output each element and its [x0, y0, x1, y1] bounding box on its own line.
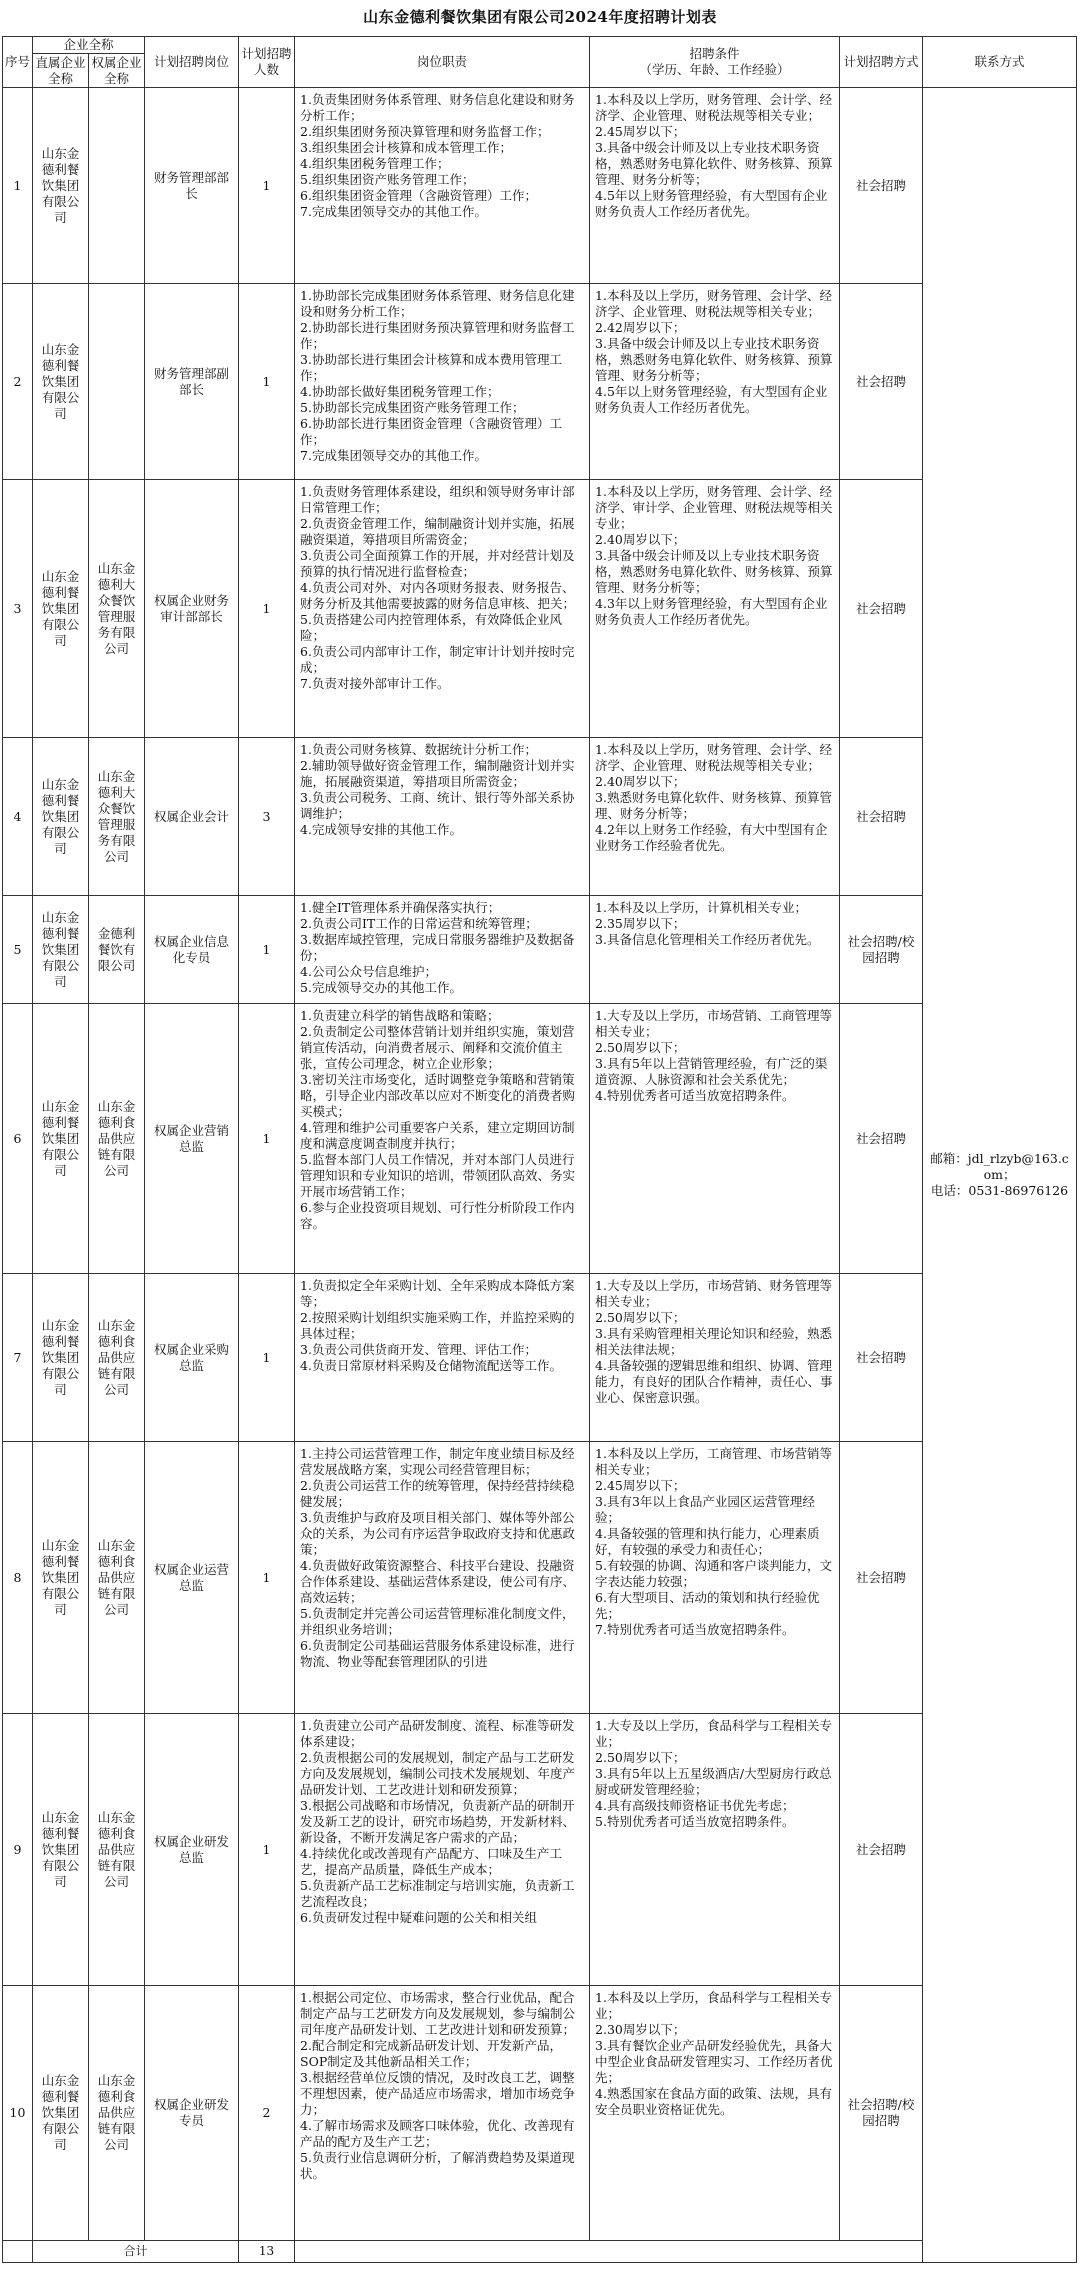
- cell-direct-company: 山东金德利餐饮集团有限公司: [33, 1274, 89, 1442]
- requirement-item: 3.具有采购管理相关理论知识和经验，熟悉相关法律法规；: [595, 1326, 832, 1357]
- duty-item: 7.完成集团领导交办的其他工作。: [300, 204, 487, 219]
- requirement-item: 4.具备较强的管理和执行能力，心理素质好，有较强的承受力和责任心；: [595, 1526, 820, 1557]
- duty-item: 4.负责做好政策资源整合、科技平台建设、投融资合作体系建设、基础运营体系建设，使公司有序、高效运转；: [300, 1558, 576, 1605]
- duty-item: 1.协助部长完成集团财务体系管理、财务信息化建设和财务分析工作；: [300, 288, 575, 319]
- cell-sub-company: [89, 88, 145, 284]
- cell-position: 权属企业运营总监: [145, 1442, 239, 1714]
- duty-item: 4.组织集团税务管理工作；: [300, 156, 450, 171]
- duty-item: 2.负责公司运营工作的统筹管理，保持经营持续稳健发展；: [300, 1478, 575, 1509]
- cell-seq: 4: [3, 738, 33, 896]
- cell-method: 社会招聘: [840, 1714, 923, 1986]
- requirement-item: 1.大专及以上学历，食品科学与工程相关专业；: [595, 1718, 832, 1749]
- requirement-item: 2.50周岁以下；: [595, 1040, 686, 1055]
- cell-position: 权属企业研发总监: [145, 1714, 239, 1986]
- cell-position: 权属企业会计: [145, 738, 239, 896]
- cell-count: 1: [239, 1714, 295, 1986]
- cell-direct-company: 山东金德利餐饮集团有限公司: [33, 1442, 89, 1714]
- cell-count: 1: [239, 284, 295, 480]
- requirement-item: 3.具备中级会计师及以上专业技术职务资格，熟悉财务电算化软件、财务核算、预算管理、财务分析等；: [595, 336, 833, 383]
- page-title: 山东金德利餐饮集团有限公司2024年度招聘计划表: [363, 8, 717, 26]
- table-row: [3, 1442, 1077, 1714]
- cell-count: 3: [239, 738, 295, 896]
- duty-item: 3.组织集团会计核算和成本管理工作；: [300, 140, 512, 155]
- requirement-item: 6.有大型项目、活动的策划和执行经验优先；: [595, 1590, 820, 1621]
- cell-requirements: [590, 738, 840, 896]
- cell-seq: 7: [3, 1274, 33, 1442]
- cell-position: 权属企业营销总监: [145, 1004, 239, 1274]
- requirement-item: 2.45周岁以下；: [595, 1478, 686, 1493]
- cell-seq: 8: [3, 1442, 33, 1714]
- cell-seq: 6: [3, 1004, 33, 1274]
- cell-direct-company: 山东金德利餐饮集团有限公司: [33, 284, 89, 480]
- duty-item: 1.负责建立科学的销售战略和策略；: [300, 1008, 500, 1023]
- requirement-item: 3.具备信息化管理相关工作经历者优先。: [595, 932, 820, 947]
- cell-sub-company: 山东金德利食品供应链有限公司: [89, 1714, 145, 1986]
- duty-item: 3.协助部长进行集团会计核算和成本费用管理工作；: [300, 352, 562, 383]
- cell-direct-company: 山东金德利餐饮集团有限公司: [33, 738, 89, 896]
- header-seq: 序号: [3, 37, 33, 88]
- requirement-item: 5.有较强的协调、沟通和客户谈判能力，文字表达能力较强；: [595, 1558, 832, 1589]
- cell-method: 社会招聘/校园招聘: [840, 1986, 923, 2241]
- duty-item: 4.完成领导安排的其他工作。: [300, 822, 462, 837]
- requirement-item: 5.特别优秀者可适当放宽招聘条件。: [595, 1814, 795, 1829]
- cell-direct-company: 山东金德利餐饮集团有限公司: [33, 896, 89, 1004]
- cell-position: 权属企业研发专员: [145, 1986, 239, 2241]
- requirement-item: 1.本科及以上学历，食品科学与工程相关专业；: [595, 1990, 832, 2021]
- header-requirements: 招聘条件 （学历、年龄、工作经验）: [590, 37, 840, 88]
- header-contact: 联系方式: [923, 37, 1077, 88]
- table-row: [3, 896, 1077, 1004]
- cell-duties: [295, 480, 590, 738]
- cell-count: 1: [239, 88, 295, 284]
- header-duties: 岗位职责: [295, 37, 590, 88]
- cell-direct-company: 山东金德利餐饮集团有限公司: [33, 1004, 89, 1274]
- requirement-item: 2.42周岁以下；: [595, 320, 686, 335]
- cell-sub-company: 山东金德利食品供应链有限公司: [89, 1442, 145, 1714]
- cell-method: 社会招聘/校园招聘: [840, 896, 923, 1004]
- cell-requirements: [590, 1004, 840, 1274]
- requirement-item: 2.30周岁以下；: [595, 2022, 686, 2037]
- duty-item: 1.根据公司定位、市场需求，整合行业优品，配合制定产品与工艺研发方向及发展规划，参与编制公司年度产品研发计划、工艺改进计划和研发预算；: [300, 1990, 576, 2037]
- duty-item: 2.负责根据公司的发展规划，制定产品与工艺研发方向及发展规划，编制公司技术发展规划、年度产品研发计划、工艺改进计划和研发预算；: [300, 1750, 576, 1797]
- duty-item: 2.按照采购计划组织实施采购工作，并监控采购的具体过程；: [300, 1310, 575, 1341]
- cell-position: 财务管理部部长: [145, 88, 239, 284]
- duty-item: 5.负责新产品工艺标准制定与培训实施，负责新工艺流程改良；: [300, 1878, 575, 1909]
- cell-position: 权属企业财务审计部部长: [145, 480, 239, 738]
- duty-item: 2.配合制定和完成新品研发计划、开发新产品，SOP制定及其他新品相关工作；: [300, 2038, 562, 2069]
- header-count: 计划招聘人数: [239, 37, 295, 88]
- duty-item: 3.负责公司税务、工商、统计、银行等外部关系协调维护；: [300, 790, 575, 821]
- header-direct: 直属企业全称: [33, 54, 89, 88]
- requirement-item: 2.45周岁以下；: [595, 124, 686, 139]
- duty-item: 1.负责拟定全年采购计划、全年采购成本降低方案等；: [300, 1278, 575, 1309]
- requirement-item: 7.特别优秀者可适当放宽招聘条件。: [595, 1622, 795, 1637]
- cell-requirements: [590, 896, 840, 1004]
- cell-duties: [295, 1442, 590, 1714]
- duty-item: 1.负责建立公司产品研发制度、流程、标准等研发体系建设；: [300, 1718, 575, 1749]
- duty-item: 5.负责搭建公司内控管理体系，有效降低企业风险；: [300, 612, 562, 643]
- duty-item: 6.参与企业投资项目规划、可行性分析阶段工作内容。: [300, 1200, 575, 1231]
- cell-requirements: [590, 1274, 840, 1442]
- duty-item: 5.负责行业信息调研分析，了解消费趋势及渠道现状。: [300, 2150, 575, 2181]
- cell-count: 2: [239, 1986, 295, 2241]
- duty-item: 4.公司公众号信息维护；: [300, 964, 437, 979]
- header-position: 计划招聘岗位: [145, 37, 239, 88]
- cell-method: 社会招聘: [840, 1442, 923, 1714]
- cell-duties: [295, 896, 590, 1004]
- cell-method: 社会招聘: [840, 738, 923, 896]
- duty-item: 6.负责研发过程中疑难问题的公关和相关组: [300, 1910, 537, 1925]
- requirement-item: 2.40周岁以下；: [595, 532, 686, 547]
- requirement-item: 4.特别优秀者可适当放宽招聘条件。: [595, 1088, 795, 1103]
- table-row: [3, 1004, 1077, 1274]
- requirement-item: 3.具有3年以上食品产业园区运营管理经验；: [595, 1494, 815, 1525]
- table-row: [3, 284, 1077, 480]
- cell-direct-company: 山东金德利餐饮集团有限公司: [33, 1986, 89, 2241]
- requirement-item: 1.本科及以上学历，财务管理、会计学、经济学、企业管理、财税法规等相关专业；: [595, 92, 832, 123]
- total-label: 合计: [33, 2241, 239, 2263]
- cell-duties: [295, 738, 590, 896]
- duty-item: 5.负责制定并完善公司运营管理标准化制度文件，并组织业务培训；: [300, 1606, 575, 1637]
- total-row: [3, 2241, 1077, 2263]
- duty-item: 1.负责公司财务核算、数据统计分析工作；: [300, 742, 537, 757]
- requirement-item: 1.本科及以上学历，财务管理、会计学、经济学、企业管理、财税法规等相关专业；: [595, 288, 832, 319]
- requirement-item: 1.本科及以上学历，工商管理、市场营销等相关专业；: [595, 1446, 832, 1477]
- cell-count: 1: [239, 1274, 295, 1442]
- table-row: [3, 738, 1077, 896]
- header-method: 计划招聘方式: [840, 37, 923, 88]
- duty-item: 4.了解市场需求及顾客口味体验，优化、改善现有产品的配方及生产工艺；: [300, 2118, 575, 2149]
- cell-direct-company: 山东金德利餐饮集团有限公司: [33, 480, 89, 738]
- cell-count: 1: [239, 1442, 295, 1714]
- cell-duties: [295, 284, 590, 480]
- cell-direct-company: 山东金德利餐饮集团有限公司: [33, 1714, 89, 1986]
- header-company: 企业全称: [33, 37, 145, 54]
- duty-item: 3.负责公司全面预算工作的开展，并对经营计划及预算的执行情况进行监督检查；: [300, 548, 575, 579]
- duty-item: 2.负责公司IT工作的日常运营和统筹管理；: [300, 916, 538, 931]
- cell-sub-company: 山东金德利大众餐饮管理服务有限公司: [89, 738, 145, 896]
- duty-item: 1.主持公司运营管理工作，制定年度业绩目标及经营发展战略方案，实现公司经营管理目标；: [300, 1446, 575, 1477]
- duty-item: 2.负责资金管理工作，编制融资计划并实施，拓展融资渠道，筹措项目所需资金；: [300, 516, 575, 547]
- cell-duties: [295, 1274, 590, 1442]
- cell-requirements: [590, 1714, 840, 1986]
- total-value: 13: [239, 2241, 295, 2263]
- duty-item: 3.数据库域控管理，完成日常服务器维护及数据备份；: [300, 932, 575, 963]
- requirement-item: 4.具有高级技师资格证书优先考虑；: [595, 1798, 795, 1813]
- requirement-item: 4.熟悉国家在食品方面的政策、法规，具有安全员职业资格证优先。: [595, 2086, 832, 2117]
- cell-seq: 3: [3, 480, 33, 738]
- duty-item: 5.组织集团资产账务管理工作；: [300, 172, 475, 187]
- requirement-item: 1.大专及以上学历，市场营销、财务管理等相关专业；: [595, 1278, 832, 1309]
- total-blank: [3, 2241, 33, 2263]
- cell-sub-company: 山东金德利大众餐饮管理服务有限公司: [89, 480, 145, 738]
- cell-seq: 1: [3, 88, 33, 284]
- cell-duties: [295, 1986, 590, 2241]
- requirement-item: 3.具有5年以上五星级酒店/大型厨房行政总厨或研发管理经验；: [595, 1766, 832, 1797]
- cell-requirements: [590, 1986, 840, 2241]
- cell-requirements: [590, 1442, 840, 1714]
- table-row: [3, 88, 1077, 284]
- duty-item: 3.根据公司战略和市场情况，负责新产品的研制开发及新工艺的设计，研究市场趋势，开发新材料、新设备，不断开发满足客户需求的产品；: [300, 1798, 576, 1845]
- duty-item: 2.组织集团财务预决算管理和财务监督工作；: [300, 124, 550, 139]
- duty-item: 6.负责制定公司基础运营服务体系建设标准，进行物流、物业等配套管理团队的引进: [300, 1638, 575, 1669]
- duty-item: 4.持续优化或改善现有产品配方、口味及生产工艺，提高产品质量，降低生产成本；: [300, 1846, 562, 1877]
- duty-item: 1.负责财务管理体系建设，组织和领导财务审计部日常管理工作；: [300, 484, 575, 515]
- cell-method: 社会招聘: [840, 1274, 923, 1442]
- requirement-item: 3.具有5年以上营销管理经验，有广泛的渠道资源、人脉资源和社会关系优先；: [595, 1056, 828, 1087]
- requirement-item: 4.2年以上财务工作经验，有大中型国有企业财务工作经验者优先。: [595, 822, 828, 853]
- cell-position: 权属企业采购总监: [145, 1274, 239, 1442]
- duty-item: 6.负责公司内部审计工作，制定审计计划并按时完成；: [300, 644, 575, 675]
- duty-item: 5.完成领导交办的其他工作。: [300, 980, 462, 995]
- cell-duties: [295, 1004, 590, 1274]
- requirement-item: 1.本科及以上学历，财务管理、会计学、经济学、企业管理、财税法规等相关专业；: [595, 742, 832, 773]
- requirement-item: 3.具有餐饮企业产品研发经验优先，具备大中型企业食品研发管理实习、工作经历者优先；: [595, 2038, 833, 2085]
- cell-sub-company: 金德利餐饮有限公司: [89, 896, 145, 1004]
- duty-item: 4.负责公司对外、对内各项财务报表、财务报告、财务分析及其他需要披露的财务信息审核、把关；: [300, 580, 576, 611]
- requirement-item: 1.本科及以上学历，财务管理、会计学、经济学、审计学、企业管理、财税法规等相关专业；: [595, 484, 833, 531]
- cell-position: 财务管理部副部长: [145, 284, 239, 480]
- requirement-item: 2.50周岁以下；: [595, 1310, 686, 1325]
- requirement-item: 4.5年以上财务管理经验，有大型国有企业财务负责人工作经历者优先。: [595, 188, 828, 219]
- duty-item: 2.协助部长进行集团财务预决算管理和财务监督工作；: [300, 320, 575, 351]
- duty-item: 3.负责公司供货商开发、管理、评估工作；: [300, 1342, 537, 1357]
- requirement-item: 4.具备较强的逻辑思维和组织、协调、管理能力，有良好的团队合作精神，责任心、事业心、保密意识强。: [595, 1358, 833, 1405]
- cell-direct-company: 山东金德利餐饮集团有限公司: [33, 88, 89, 284]
- table-row: [3, 1986, 1077, 2241]
- requirement-item: 4.3年以上财务管理经验，有大型国有企业财务负责人工作经历者优先。: [595, 596, 828, 627]
- cell-sub-company: 山东金德利食品供应链有限公司: [89, 1274, 145, 1442]
- cell-seq: 10: [3, 1986, 33, 2241]
- cell-sub-company: [89, 284, 145, 480]
- cell-seq: 5: [3, 896, 33, 1004]
- duty-item: 5.监督本部门人员工作情况，并对本部门人员进行管理知识和专业知识的培训，带领团队高效、务实开展市场营销工作；: [300, 1152, 576, 1199]
- duty-item: 7.负责对接外部审计工作。: [300, 676, 450, 691]
- duty-item: 4.管理和维护公司重要客户关系，建立定期回访制度和满意度调查制度并执行；: [300, 1120, 575, 1151]
- cell-seq: 2: [3, 284, 33, 480]
- cell-requirements: [590, 284, 840, 480]
- cell-position: 权属企业信息化专员: [145, 896, 239, 1004]
- cell-method: 社会招聘: [840, 480, 923, 738]
- cell-method: 社会招聘: [840, 284, 923, 480]
- requirement-item: 3.具备中级会计师及以上专业技术职务资格，熟悉财务电算化软件、财务核算、预算管理、财务分析等；: [595, 548, 833, 595]
- duty-item: 2.辅助领导做好资金管理工作，编制融资计划并实施，拓展融资渠道，筹措项目所需资金；: [300, 758, 575, 789]
- cell-method: 社会招聘: [840, 1004, 923, 1274]
- total-empty: [295, 2241, 923, 2263]
- requirement-item: 2.35周岁以下；: [595, 916, 686, 931]
- requirement-item: 1.大专及以上学历，市场营销、工商管理等相关专业；: [595, 1008, 832, 1039]
- requirement-item: 3.具备中级会计师及以上专业技术职务资格，熟悉财务电算化软件、财务核算、预算管理、财务分析等；: [595, 140, 833, 187]
- requirement-item: 1.本科及以上学历，计算机相关专业；: [595, 900, 807, 915]
- cell-seq: 9: [3, 1714, 33, 1986]
- table-row: [3, 1714, 1077, 1986]
- table-row: [3, 1274, 1077, 1442]
- cell-count: 1: [239, 1004, 295, 1274]
- requirement-item: 2.40周岁以下；: [595, 774, 686, 789]
- duty-item: 4.负责日常原材料采购及仓储物流配送等工作。: [300, 1358, 562, 1373]
- duty-item: 2.负责制定公司整体营销计划并组织实施，策划营销宣传活动，向消费者展示、阐释和交流价值主张，宣传公司理念，树立企业形象；: [300, 1024, 575, 1071]
- cell-method: 社会招聘: [840, 88, 923, 284]
- cell-sub-company: 山东金德利食品供应链有限公司: [89, 1004, 145, 1274]
- cell-requirements: [590, 480, 840, 738]
- cell-duties: [295, 1714, 590, 1986]
- cell-count: 1: [239, 896, 295, 1004]
- requirement-item: 4.5年以上财务管理经验，有大型国有企业财务负责人工作经历者优先。: [595, 384, 828, 415]
- cell-duties: [295, 88, 590, 284]
- requirement-item: 3.熟悉财务电算化软件、财务核算、预算管理、财务分析等；: [595, 790, 832, 821]
- header-sub: 权属企业全称: [89, 54, 145, 88]
- duty-item: 3.密切关注市场变化，适时调整竞争策略和营销策略，引导企业内部改革以应对不断变化的消费者购买模式；: [300, 1072, 576, 1119]
- contact-cell: 邮箱：jdl_rlzyb@163.com； 电话：0531-86976126: [923, 88, 1077, 2263]
- duty-item: 3.根据经营单位反馈的情况，及时改良工艺，调整不理想因素，使产品适应市场需求，增加市场竞争力；: [300, 2070, 576, 2117]
- duty-item: 6.协助部长进行集团资金管理（含融资管理）工作；: [300, 416, 562, 447]
- table-row: [3, 480, 1077, 738]
- recruitment-table: [2, 36, 1077, 2263]
- duty-item: 5.协助部长完成集团资产账务管理工作；: [300, 400, 525, 415]
- duty-item: 1.健全IT管理体系并确保落实执行；: [300, 900, 501, 915]
- duty-item: 3.负责维护与政府及项目相关部门、媒体等外部公众的关系，为公司有序运营争取政府支持和优惠政策；: [300, 1510, 576, 1557]
- duty-item: 6.组织集团资金管理（含融资管理）工作；: [300, 188, 537, 203]
- cell-requirements: [590, 88, 840, 284]
- duty-item: 1.负责集团财务体系管理、财务信息化建设和财务分析工作；: [300, 92, 575, 123]
- requirement-item: 2.50周岁以下；: [595, 1750, 686, 1765]
- duty-item: 4.协助部长做好集团税务管理工作；: [300, 384, 500, 399]
- duty-item: 7.完成集团领导交办的其他工作。: [300, 448, 487, 463]
- cell-sub-company: 山东金德利食品供应链有限公司: [89, 1986, 145, 2241]
- cell-count: 1: [239, 480, 295, 738]
